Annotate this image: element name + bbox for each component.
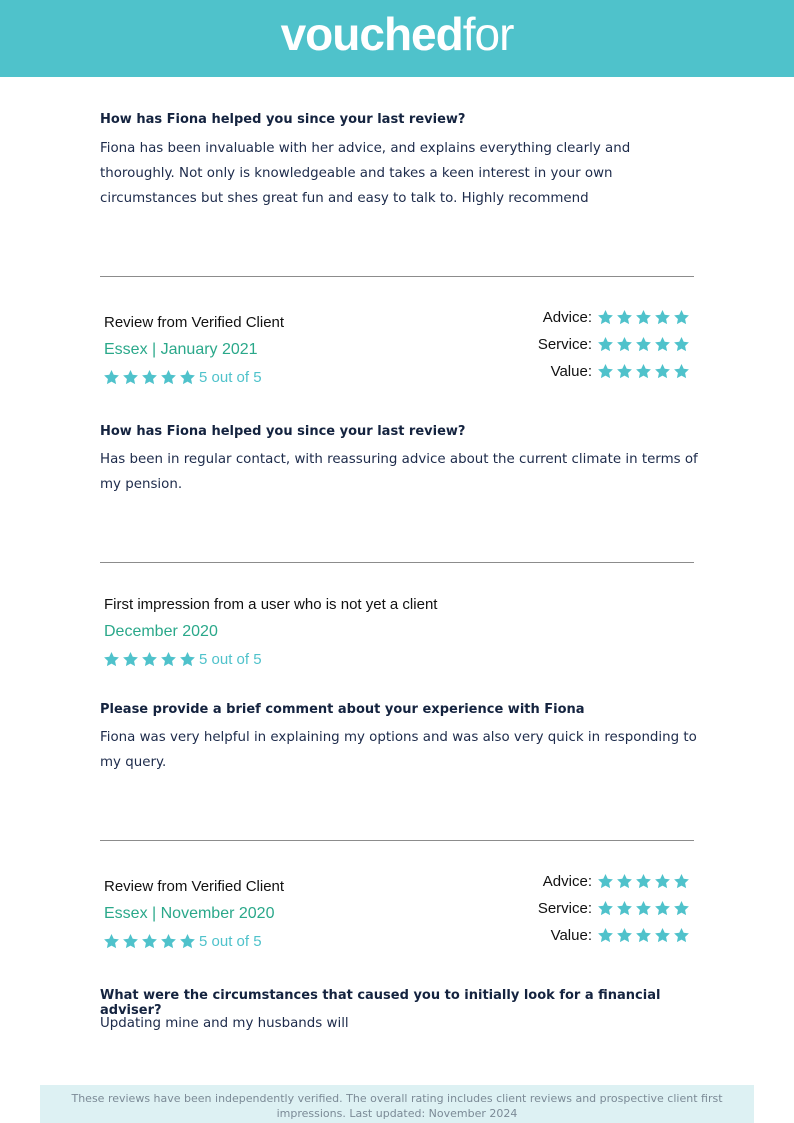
star-icon [633,873,652,890]
star-icon [652,363,671,380]
star-icon [595,927,614,944]
star-icon [160,369,179,386]
service-rating [538,900,690,917]
star-rating [103,651,198,668]
star-rating [595,336,690,353]
star-icon [595,309,614,326]
review-title: Review from Verified Client [104,314,285,331]
star-icon [595,363,614,380]
overall-rating [103,933,262,950]
star-icon [179,369,198,386]
review-answer: Fiona was very helpful in explaining my options and was also very quick in responding to my query. [100,730,697,770]
review-question: How has Fiona helped you since your last review? [100,424,466,439]
star-icon [141,651,160,668]
logo-text-for: for [462,7,514,60]
star-icon [671,873,690,890]
star-icon [652,336,671,353]
advice-label: Advice: [542,873,592,890]
rating-score: 5 out of 5 [199,933,262,950]
star-rating [103,369,198,386]
logo-text-vouched: vouched [280,7,463,60]
service-label: Service: [537,900,592,917]
star-icon [160,651,179,668]
star-icon [671,927,690,944]
star-icon [614,336,633,353]
star-icon [595,873,614,890]
divider [100,840,694,841]
star-icon [614,927,633,944]
review-title: First impression from a user who is not yet a client [104,596,438,613]
star-icon [122,369,141,386]
review-question: Please provide a brief comment about your experience with Fiona [100,702,585,717]
review-answer: Fiona has been invaluable with her advice, and explains everything clearly and thoroughly. Not only is knowledgeable and takes a keen interest in your own circumstances but shes great fun and easy to talk to. Highly recommend [100,141,631,206]
advice-rating [543,873,690,890]
divider [100,562,694,563]
star-icon [652,900,671,917]
star-rating [595,309,690,326]
star-icon [614,873,633,890]
star-rating [103,933,198,950]
service-rating [538,336,690,353]
star-icon [652,873,671,890]
star-icon [122,651,141,668]
star-icon [595,900,614,917]
star-rating [595,927,690,944]
verification-footer: These reviews have been independently verified. The overall rating includes client reviews and prospective client first impressions. Last updated: November 2024 [40,1085,754,1123]
star-icon [103,933,122,950]
service-label: Service: [537,336,592,353]
review-title: Review from Verified Client [104,878,285,895]
advice-rating [543,309,690,326]
star-icon [652,927,671,944]
review-answer: Updating mine and my husbands will [100,1016,349,1031]
star-icon [141,933,160,950]
star-rating [595,363,690,380]
star-icon [103,369,122,386]
advice-label: Advice: [542,309,592,326]
header-bar [0,0,794,77]
review-question: How has Fiona helped you since your last review? [100,112,466,127]
review-answer: Has been in regular contact, with reassuring advice about the current climate in terms of my pension. [100,452,698,492]
star-icon [614,363,633,380]
star-icon [633,363,652,380]
star-icon [614,900,633,917]
vouchedfor-logo[interactable] [280,7,514,60]
value-rating [551,363,690,380]
value-label: Value: [550,927,592,944]
star-icon [671,363,690,380]
star-icon [160,933,179,950]
star-icon [671,336,690,353]
value-rating [551,927,690,944]
star-rating [595,873,690,890]
rating-score: 5 out of 5 [199,369,262,386]
star-rating [595,900,690,917]
star-icon [103,651,122,668]
star-icon [652,309,671,326]
star-icon [633,927,652,944]
overall-rating [103,651,262,668]
review-location-date: Essex | November 2020 [104,905,275,922]
divider [100,276,694,277]
review-date: December 2020 [104,623,218,640]
value-label: Value: [550,363,592,380]
star-icon [141,369,160,386]
star-icon [614,309,633,326]
review-question: What were the circumstances that caused you to initially look for a financial adviser? [100,988,661,1018]
star-icon [122,933,141,950]
star-icon [633,900,652,917]
star-icon [671,900,690,917]
overall-rating [103,369,262,386]
star-icon [633,309,652,326]
review-location-date: Essex | January 2021 [104,341,258,358]
star-icon [595,336,614,353]
star-icon [633,336,652,353]
star-icon [179,933,198,950]
star-icon [179,651,198,668]
star-icon [671,309,690,326]
rating-score: 5 out of 5 [199,651,262,668]
